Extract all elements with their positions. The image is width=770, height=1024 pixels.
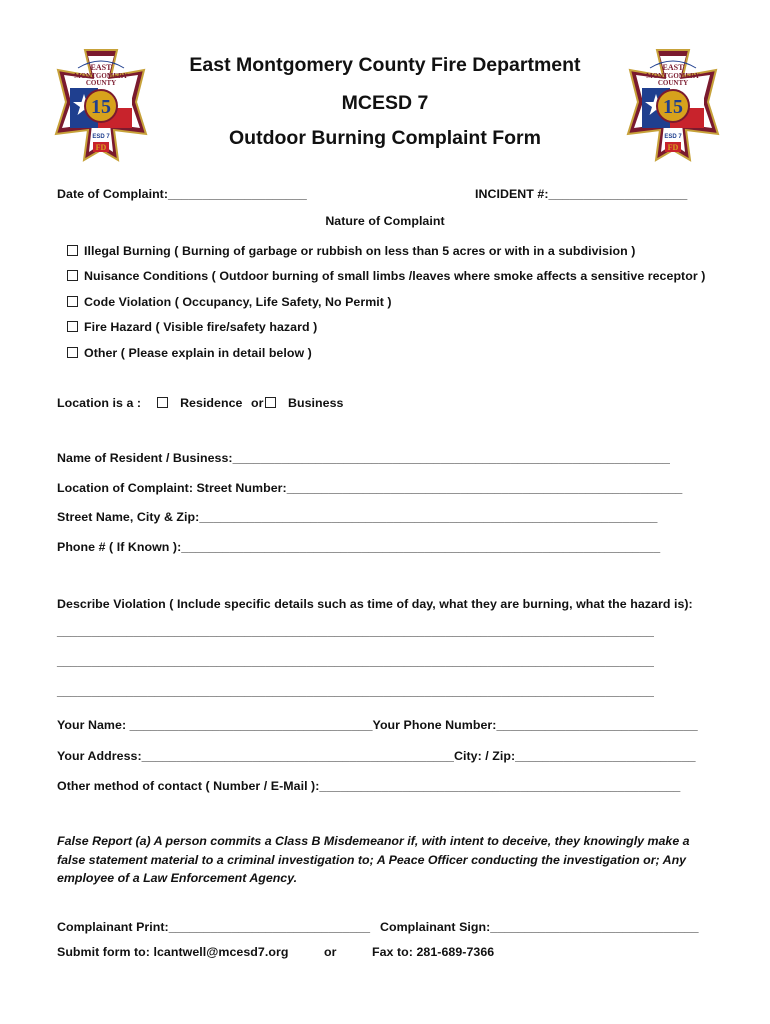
checkbox[interactable]: [67, 296, 78, 307]
option-illegal-burning[interactable]: Illegal Burning ( Burning of garbage or rubbish on less than 5 acres or with in a subdivision ): [67, 244, 635, 258]
resident-label: Residence: [180, 396, 243, 410]
business-checkbox[interactable]: [265, 397, 276, 408]
your-name-phone-field[interactable]: Your Name: ___________________________________Your Phone Number:_____________________________: [57, 718, 698, 732]
checkbox[interactable]: [67, 347, 78, 358]
describe-violation-label: Describe Violation ( Include specific details such as time of day, what they are burning, what the hazard is):: [57, 597, 693, 611]
street-city-zip-field[interactable]: Street Name, City & Zip:__________________________________________________________________: [57, 510, 658, 524]
svg-text:COUNTY: COUNTY: [85, 79, 117, 87]
svg-text:MONTGOMERY: MONTGOMERY: [646, 72, 700, 80]
option-other[interactable]: Other ( Please explain in detail below ): [67, 346, 312, 360]
svg-text:15: 15: [91, 96, 111, 118]
svg-text:MONTGOMERY: MONTGOMERY: [74, 72, 128, 80]
option-fire-hazard[interactable]: Fire Hazard ( Visible fire/safety hazard ): [67, 320, 317, 334]
describe-line-1[interactable]: ______________________________________________________________________________________: [57, 624, 654, 638]
business-label: Business: [288, 396, 344, 410]
svg-text:ESD 7: ESD 7: [664, 134, 682, 140]
submit-fax: Fax to: 281-689-7366: [372, 945, 495, 959]
svg-text:15: 15: [663, 96, 683, 118]
checkbox[interactable]: [67, 245, 78, 256]
nature-heading: Nature of Complaint: [325, 214, 445, 228]
submit-email: Submit form to: lcantwell@mcesd7.org: [57, 945, 289, 959]
form-title: Outdoor Burning Complaint Form: [229, 127, 541, 149]
svg-text:ESD 7: ESD 7: [92, 134, 110, 140]
other-contact-field[interactable]: Other method of contact ( Number / E-Mail ):____________________________________________________: [57, 779, 681, 793]
location-label: Location is a :: [57, 396, 142, 410]
svg-text:COUNTY: COUNTY: [657, 79, 689, 87]
option-code-violation[interactable]: Code Violation ( Occupancy, Life Safety, No Permit ): [67, 295, 392, 309]
describe-line-3[interactable]: ______________________________________________________________________________________: [57, 684, 654, 698]
checkbox[interactable]: [67, 321, 78, 332]
svg-text:FD: FD: [667, 143, 679, 152]
incident-number-field[interactable]: INCIDENT #:____________________: [475, 187, 688, 201]
phone-field[interactable]: Phone # ( If Known ):_____________________________________________________________________: [57, 540, 661, 554]
street-number-field[interactable]: Location of Complaint: Street Number:_________________________________________________________: [57, 481, 683, 495]
describe-line-2[interactable]: ______________________________________________________________________________________: [57, 654, 654, 668]
complainant-print-field[interactable]: Complainant Print:_____________________________: [57, 920, 371, 934]
false-report-notice: False Report (a) A person commits a Class B Misdemeanor if, with intent to deceive, they knowingly make a false statement material to a criminal investigation to; A Peace Officer conducting the investigation or; Any employee of a Law Enforcement Agency.: [57, 834, 690, 885]
date-of-complaint-field[interactable]: Date of Complaint:____________________: [57, 187, 307, 201]
location-type-row: [57, 396, 344, 410]
resident-business-name-field[interactable]: Name of Resident / Business:_______________________________________________________________: [57, 451, 670, 465]
department-title: East Montgomery County Fire Department: [189, 54, 581, 76]
or-label: or: [251, 396, 264, 410]
option-nuisance-conditions[interactable]: Nuisance Conditions ( Outdoor burning of small limbs /leaves where smoke affects a sensitive receptor ): [67, 269, 705, 283]
submit-or: or: [324, 945, 337, 959]
your-address-field[interactable]: Your Address:_____________________________________________City: / Zip:__________________________: [57, 749, 696, 763]
checkbox[interactable]: [67, 270, 78, 281]
svg-text:EAST: EAST: [662, 63, 684, 72]
resident-checkbox[interactable]: [157, 397, 168, 408]
svg-text:FD: FD: [95, 143, 107, 152]
complainant-sign-field[interactable]: Complainant Sign:______________________________: [380, 920, 699, 934]
district-title: MCESD 7: [341, 92, 429, 114]
svg-text:EAST: EAST: [90, 63, 112, 72]
